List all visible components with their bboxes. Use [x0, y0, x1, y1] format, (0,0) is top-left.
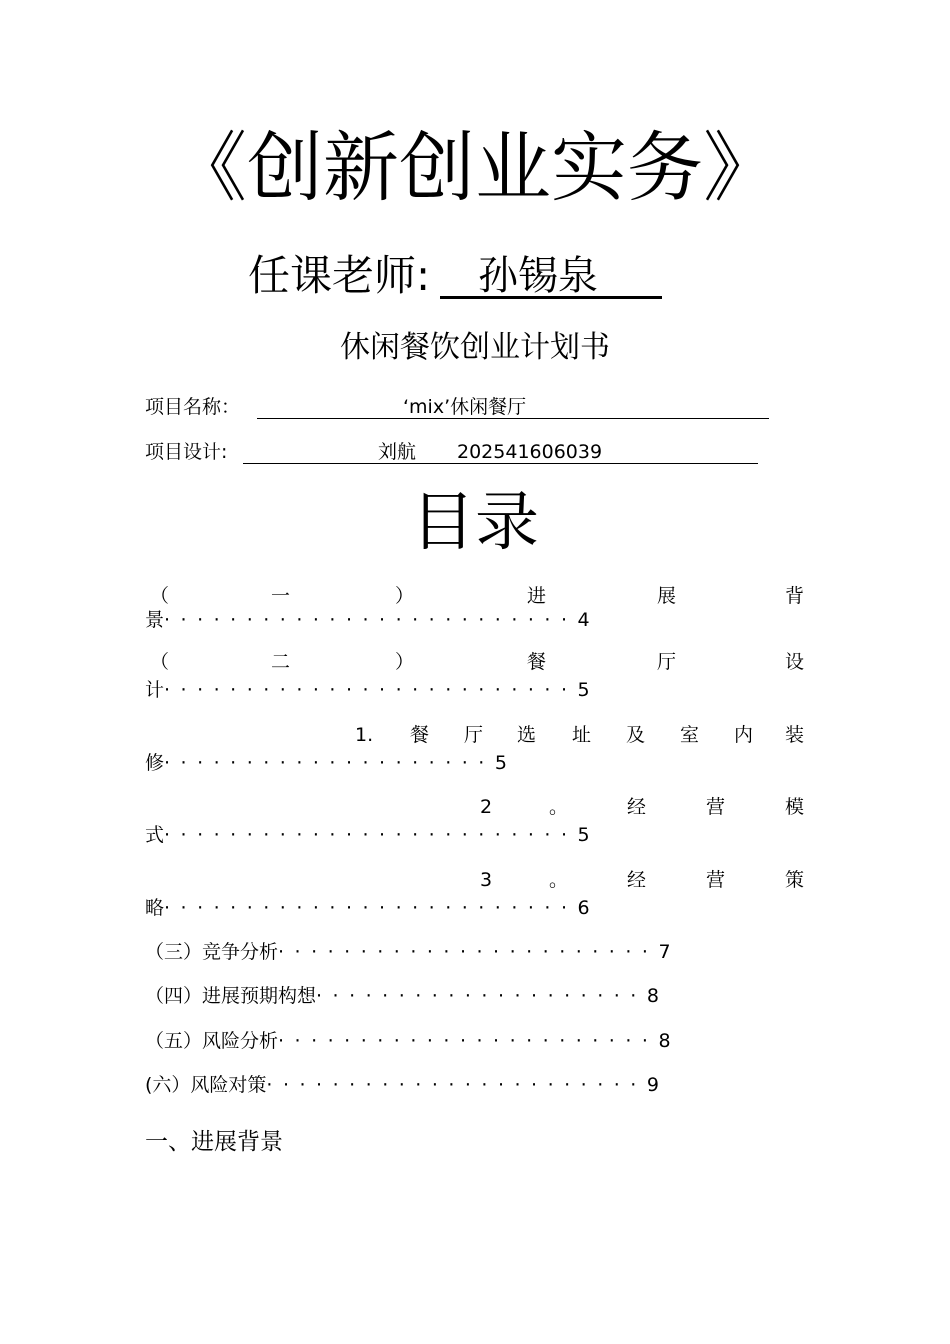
project-design-label: 项目设计:: [145, 441, 228, 463]
toc-page-number: 4: [577, 609, 590, 631]
project-design-row: [145, 437, 760, 467]
plan-title: 休闲餐饮创业计划书: [340, 330, 610, 365]
toc-char: 营: [706, 869, 726, 891]
project-name-row: [145, 392, 770, 422]
toc-entry-label: （五）风险分析: [145, 1030, 279, 1052]
toc-entry-9: [145, 1071, 659, 1099]
toc-char: 装: [785, 724, 805, 746]
toc-entry-4-line1: [145, 793, 807, 821]
toc-char: 室: [680, 724, 700, 746]
toc-page-number: 5: [494, 752, 507, 774]
toc-char: 背: [785, 585, 805, 607]
toc-entry-4-line2: [145, 821, 590, 849]
toc-entry-2-line1: [145, 648, 807, 676]
toc-char: 址: [572, 724, 592, 746]
designer-id: 202541606039: [457, 441, 603, 463]
toc-entry-tail: 景: [145, 609, 165, 631]
toc-char: 1.: [355, 724, 374, 746]
toc-leader-dots: ·······················: [278, 1030, 659, 1052]
toc-page-number: 9: [646, 1074, 659, 1096]
toc-leader-dots: ·························: [164, 679, 578, 701]
toc-entry-tail: 略: [145, 897, 165, 919]
toc-char: 展: [657, 585, 677, 607]
toc-char: 。: [549, 796, 569, 818]
toc-char: 及: [626, 724, 646, 746]
teacher-label: 任课老师:: [248, 251, 431, 300]
toc-entry-label: （三）竞争分析: [145, 941, 279, 963]
toc-page-number: 8: [658, 1030, 671, 1052]
toc-char: 一: [271, 585, 291, 607]
teacher-underline: [440, 248, 662, 299]
toc-char: 策: [785, 869, 805, 891]
toc-char: 模: [785, 796, 805, 818]
toc-char: ）: [395, 651, 415, 673]
toc-leader-dots: ·······················: [266, 1074, 647, 1096]
toc-entry-7: [145, 982, 659, 1010]
toc-char: 经: [627, 796, 647, 818]
toc-entry-label: （四）进展预期构想: [145, 985, 317, 1007]
toc-char: 内: [734, 724, 754, 746]
toc-leader-dots: ·························: [164, 824, 578, 846]
toc-char: 餐: [410, 724, 430, 746]
toc-entry-5-line2: [145, 894, 590, 922]
toc-leader-dots: ····················: [164, 752, 495, 774]
toc-entry-3-line1: [145, 721, 807, 749]
toc-leader-dots: ····················: [316, 985, 647, 1007]
toc-char: ）: [395, 585, 415, 607]
project-name-label: 项目名称：: [145, 396, 241, 418]
toc-leader-dots: ·······················: [278, 941, 659, 963]
project-name-value: ‘mix’休闲餐厅: [403, 396, 527, 418]
designer-name: 刘航: [378, 441, 417, 463]
toc-char: 3: [480, 869, 493, 891]
toc-page-number: 6: [577, 897, 590, 919]
toc-page-number: 8: [646, 985, 659, 1007]
toc-char: （: [150, 651, 170, 673]
toc-char: 选: [517, 724, 537, 746]
toc-char: 设: [785, 651, 805, 673]
toc-char: 2: [480, 796, 493, 818]
toc-char: 厅: [657, 651, 677, 673]
toc-leader-dots: ·························: [164, 609, 578, 631]
toc-char: 进: [527, 585, 547, 607]
toc-entry-3-line2: [145, 749, 507, 777]
toc-page-number: 7: [658, 941, 671, 963]
toc-page-number: 5: [577, 679, 590, 701]
section-heading: 一、进展背景: [145, 1129, 283, 1155]
toc-char: 经: [627, 869, 647, 891]
toc-entry-5-line1: [145, 866, 807, 894]
toc-entry-tail: 修: [145, 752, 165, 774]
toc-entry-8: [145, 1027, 671, 1055]
toc-entry-1-line2: [145, 606, 590, 634]
toc-char: 二: [271, 651, 291, 673]
teacher-name: 孙锡泉: [478, 253, 598, 299]
toc-entry-tail: 计: [145, 679, 165, 701]
toc-entry-2-line2: [145, 676, 590, 704]
course-title: 《创新创业实务》: [171, 123, 779, 212]
toc-title: 目录: [411, 486, 539, 560]
toc-char: 厅: [464, 724, 484, 746]
toc-entry-label: (六）风险对策: [145, 1074, 267, 1096]
toc-leader-dots: ·························: [164, 897, 578, 919]
toc-char: （: [150, 585, 170, 607]
toc-page-number: 5: [577, 824, 590, 846]
toc-char: 。: [549, 869, 569, 891]
toc-char: 餐: [527, 651, 547, 673]
toc-entry-tail: 式: [145, 824, 165, 846]
toc-entry-6: [145, 938, 671, 966]
toc-char: 营: [706, 796, 726, 818]
